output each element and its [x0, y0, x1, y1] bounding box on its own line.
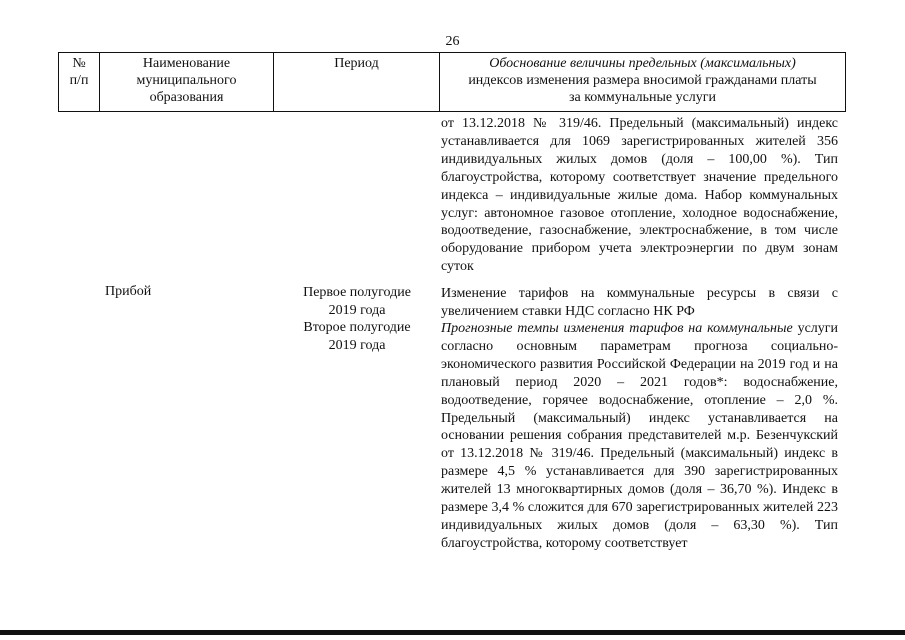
header-col-basis: [440, 53, 846, 111]
page-number: 26: [445, 34, 460, 49]
forecast-body: услуги согласно основным параметрам прогноза социально-экономического развития Российской Федерации на 2019 год и на плановый период 2020 – 2021 годов*: водоснабжение, водоотведение, горячее водоснабжение, отопление – 2,0 %. Предельный (максимальный) индекс устанавливается на основании решения собрания представителей м.р. Безенчукский от 13.12.2018 № 319/46. Предельный (максимальный) индекс в размере 4,5 % устанавливается для 390 зарегистрированных жителей 13 многоквартирных домов (доля – 36,70 %). Индекс в размере 3,4 % сложится для 670 зарегистрированных жителей 223 индивидуальных жилых домов (доля – 63,30 %). Тип благоустройства, которому соответствует: [441, 321, 838, 551]
forecast-lead: Прогнозные темпы изменения тарифов на коммунальные: [441, 321, 793, 336]
period-second-half: Второе полугодие 2019 года: [303, 320, 411, 353]
table-header: [58, 52, 846, 112]
header-basis-line-3: за коммунальные услуги: [568, 90, 717, 105]
basis-text-vat: Изменение тарифов на коммунальные ресурсы в связи с увеличением ставки НДС согласно НК РФ: [441, 286, 838, 319]
basis-text-forecast: [441, 320, 838, 553]
header-basis-line-2: индексов изменения размера вносимой гражданами платы: [468, 73, 817, 88]
municipality-name: Прибой: [105, 284, 152, 299]
header-col-period: Период: [274, 53, 440, 111]
header-basis-line-1: Обоснование величины предельных (максимальных): [489, 56, 796, 71]
basis-text-continuation: от 13.12.2018 № 319/46. Предельный (максимальный) индекс устанавливается для 1069 зарегистрированных жителей 356 индивидуальных жилых домов (доля – 100,00 %). Тип благоустройства, которому соответствует значение предельного индекса – индивидуальные жилые дома. Набор коммунальных услуг: автономное газовое отопление, холодное водоснабжение, водоотведение, газоснабжение, электроснабжение, в том числе оборудование прибором учета электроэнергии по двум зонам суток: [441, 116, 838, 275]
tariff-table: [58, 52, 846, 112]
header-col-municipality: Наименование муниципального образования: [100, 53, 274, 111]
header-col-number: № п/п: [58, 53, 100, 111]
scan-bottom-border: [0, 630, 905, 635]
period-first-half: Первое полугодие 2019 года: [303, 285, 411, 318]
